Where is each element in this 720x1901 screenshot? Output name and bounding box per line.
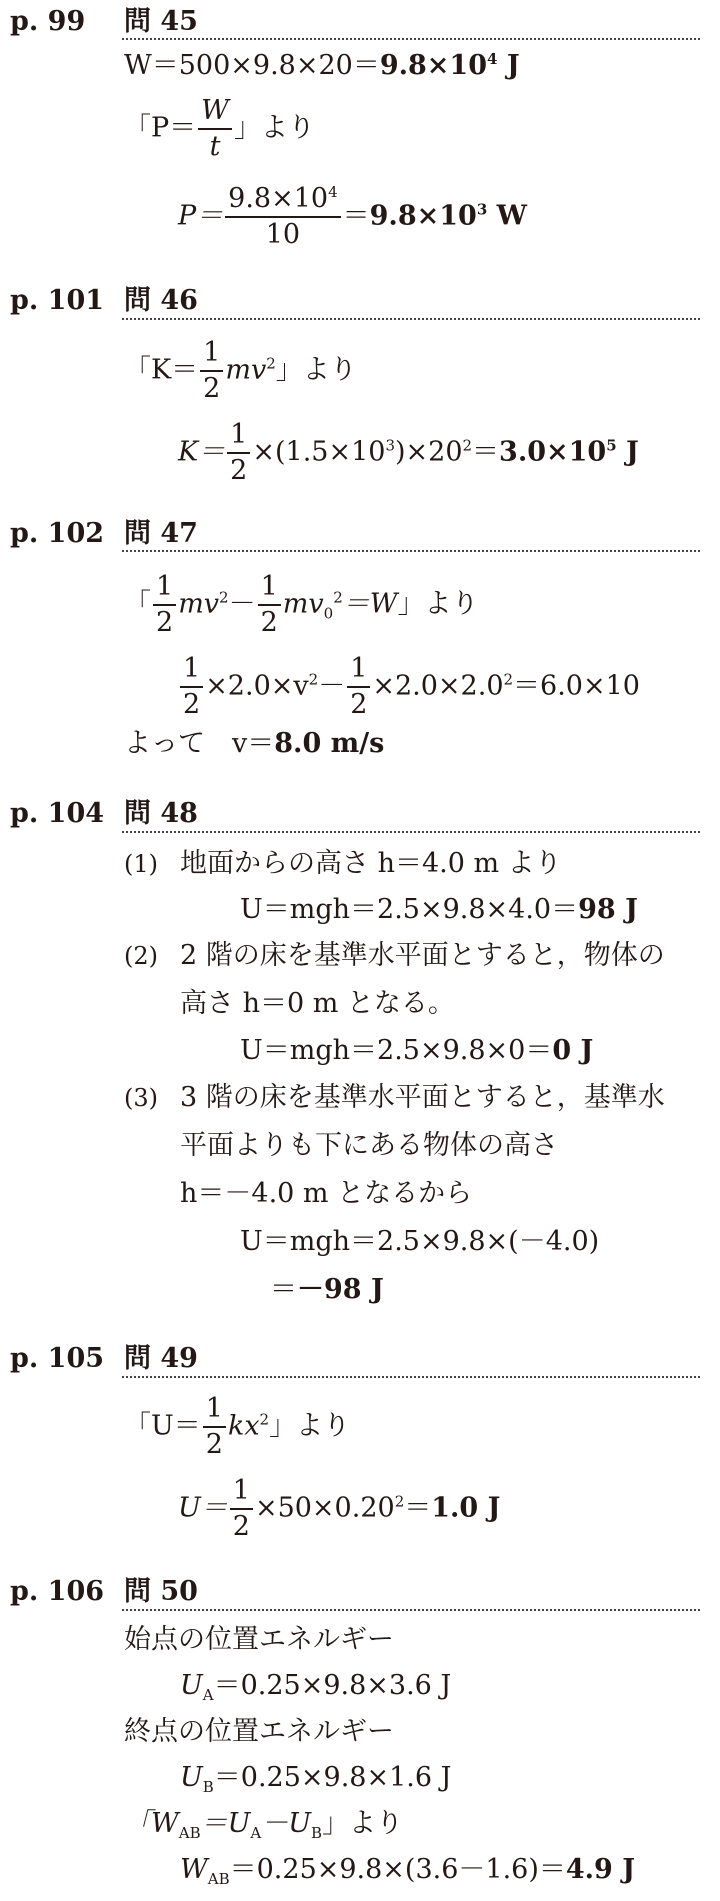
equation-line: $W=500\times 9.8\times 20=9.8\times 10^4$ J — [124, 50, 520, 81]
item-text: 平面よりも下にある物体の高さ — [180, 1130, 558, 1161]
equation-line: $\frac{1}{2}$ $\times 2.0\times v^2-$ $\frac{1}{2}$ $\times 2.0\times 2.0^2=6.0\times 10$ — [178, 654, 640, 720]
equation-line: $U_B=0.25\times 9.8\times 1.6$ J — [180, 1762, 452, 1796]
question-number: 問 49 — [124, 1343, 198, 1374]
page-number: p. 102 — [10, 518, 105, 549]
equation-line: U＝mgh＝2.5×9.8×(－4.0) — [240, 1226, 600, 1257]
equation-line: ＝－98 J — [270, 1274, 384, 1305]
equation-line: P＝ $\frac{9.8\times 10^4}{10}$ $=9.8\times 10^3$ W — [178, 183, 527, 251]
equation-line: U＝ $\frac{1}{2}$ $\times 50\times 0.20^2=1.0$ J — [178, 1475, 501, 1543]
question-number: 問 46 — [124, 285, 198, 316]
formula-reference: 「P＝ $\frac{W}{t}$ 」より — [124, 95, 315, 163]
equation-line: $W_{AB}=0.25\times 9.8\times(3.6-1.6)=4.9$ J — [180, 1854, 636, 1888]
question-number: 問 45 — [124, 6, 198, 37]
page-number: p. 99 — [10, 6, 86, 37]
dotted-rule — [122, 1609, 700, 1611]
answer-line: よって v＝8.0 m/s — [124, 728, 385, 759]
page-number: p. 105 — [10, 1343, 105, 1374]
equation-line: U＝mgh＝2.5×9.8×4.0＝98 J — [240, 894, 638, 925]
item-text: 2 階の床を基準水平面とすると，物体の — [180, 940, 665, 971]
page-number: p. 104 — [10, 798, 105, 829]
item-text: h＝－4.0 m となるから — [180, 1178, 473, 1209]
item-number: (1) — [124, 850, 158, 878]
dotted-rule — [122, 38, 700, 40]
item-number: (2) — [124, 942, 158, 970]
item-text: 高さ h＝0 m となる。 — [180, 988, 455, 1019]
formula-reference: 「U＝ $\frac{1}{2}$ $kx^2$」より — [124, 1393, 351, 1461]
equation-line: K＝ $\frac{1}{2}$ $\times(1.5\times 10^3)\times 20^2=3.0\times 10^5$ J — [178, 419, 639, 487]
question-number: 問 50 — [124, 1576, 198, 1607]
formula-reference: 「$W_{AB}=U_A-U_B$」より — [124, 1808, 404, 1842]
item-text: 地面からの高さ h＝4.0 m より — [180, 848, 562, 879]
question-number: 問 47 — [124, 518, 198, 549]
item-text: 3 階の床を基準水平面とすると，基準水 — [180, 1082, 665, 1113]
formula-reference: 「K＝ $\frac{1}{2}$ $mv^2$」より — [124, 337, 357, 405]
equation-line: U＝mgh＝2.5×9.8×0＝0 J — [240, 1035, 594, 1066]
dotted-rule — [122, 550, 700, 552]
question-number: 問 48 — [124, 798, 198, 829]
text-line: 終点の位置エネルギー — [124, 1716, 394, 1747]
page-number: p. 106 — [10, 1576, 105, 1607]
page-number: p. 101 — [10, 285, 105, 316]
dotted-rule — [122, 1376, 700, 1378]
formula-reference: 「 $\frac{1}{2}$ $mv^2-$ $\frac{1}{2}$ $mv_0^2=W$」より — [124, 571, 479, 639]
dotted-rule — [122, 831, 700, 833]
dotted-rule — [122, 318, 700, 320]
text-line: 始点の位置エネルギー — [124, 1624, 394, 1655]
item-number: (3) — [124, 1084, 158, 1112]
equation-line: $U_A=0.25\times 9.8\times 3.6$ J — [180, 1670, 452, 1704]
